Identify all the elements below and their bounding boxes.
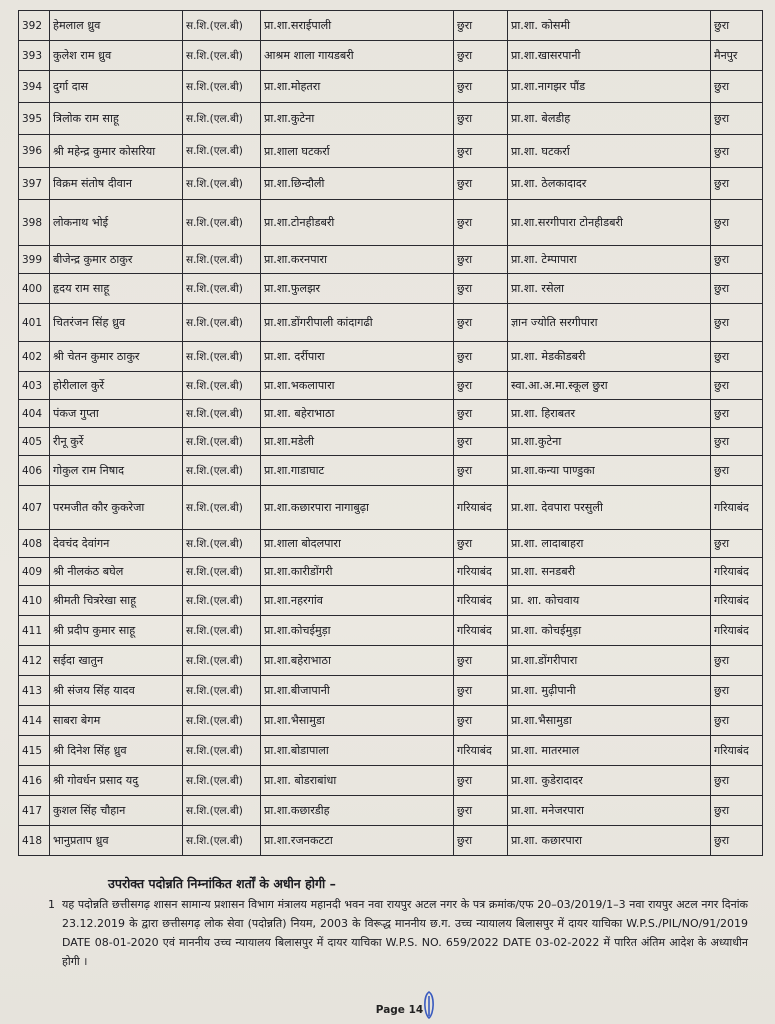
post-designation: स.शि.(एल.बी) — [183, 11, 261, 41]
current-school: प्रा.शा.कुटेना — [261, 103, 454, 135]
posted-block: छुरा — [711, 706, 763, 736]
post-designation: स.शि.(एल.बी) — [183, 736, 261, 766]
table-row — [19, 558, 763, 586]
employee-name: श्रीमती चित्ररेखा साहू — [50, 586, 183, 616]
serial-number: 409 — [19, 558, 50, 586]
employee-name: हृदय राम साहू — [50, 274, 183, 304]
current-block: छुरा — [454, 456, 508, 486]
current-block: छुरा — [454, 246, 508, 274]
current-school: प्रा.शा.छिन्दौली — [261, 168, 454, 200]
table-row — [19, 400, 763, 428]
post-designation: स.शि.(एल.बी) — [183, 558, 261, 586]
posted-school: प्रा. शा. कोचवाय — [508, 586, 711, 616]
table-row — [19, 103, 763, 135]
posted-school: प्रा.शा. घटकर्रा — [508, 135, 711, 168]
table-row — [19, 135, 763, 168]
current-block: गरियाबंद — [454, 486, 508, 530]
employee-name: रीनू कुर्रे — [50, 428, 183, 456]
posted-school: प्रा.शा.नागझर पौंड — [508, 71, 711, 103]
posted-school: प्रा.शा.कन्या पाण्डुका — [508, 456, 711, 486]
posted-block: छुरा — [711, 103, 763, 135]
serial-number: 417 — [19, 796, 50, 826]
current-block: गरियाबंद — [454, 616, 508, 646]
current-school: प्रा.शा.रजनकटटा — [261, 826, 454, 856]
table-row — [19, 826, 763, 856]
current-block: छुरा — [454, 71, 508, 103]
employee-name: श्री गोवर्धन प्रसाद यदु — [50, 766, 183, 796]
employee-name: श्री संजय सिंह यादव — [50, 676, 183, 706]
table-row — [19, 456, 763, 486]
current-block: छुरा — [454, 274, 508, 304]
posted-block: छुरा — [711, 400, 763, 428]
employee-name: परमजीत कौर कुकरेजा — [50, 486, 183, 530]
current-school: प्रा.शा. बोडराबांधा — [261, 766, 454, 796]
post-designation: स.शि.(एल.बी) — [183, 246, 261, 274]
employee-name: श्री दिनेश सिंह ध्रुव — [50, 736, 183, 766]
current-school: प्रा.शा.कछारपारा नागाबुढ़ा — [261, 486, 454, 530]
table-row — [19, 736, 763, 766]
post-designation: स.शि.(एल.बी) — [183, 706, 261, 736]
current-block: गरियाबंद — [454, 736, 508, 766]
posted-block: छुरा — [711, 274, 763, 304]
posted-block: छुरा — [711, 530, 763, 558]
posted-school: प्रा.शा. ठेलकादादर — [508, 168, 711, 200]
current-school: प्रा.शाला बोदलपारा — [261, 530, 454, 558]
table-row — [19, 646, 763, 676]
page-number: Page 14 — [375, 1004, 424, 1016]
table-row — [19, 11, 763, 41]
table-row — [19, 766, 763, 796]
current-school: प्रा.शा.टोनहीडबरी — [261, 200, 454, 246]
post-designation: स.शि.(एल.बी) — [183, 646, 261, 676]
serial-number: 414 — [19, 706, 50, 736]
serial-number: 395 — [19, 103, 50, 135]
posted-school: प्रा.शा.सरगीपारा टोनहीडबरी — [508, 200, 711, 246]
post-designation: स.शि.(एल.बी) — [183, 428, 261, 456]
table-row — [19, 304, 763, 342]
current-school: प्रा.शा.कोचईमुड़ा — [261, 616, 454, 646]
posted-block: छुरा — [711, 342, 763, 372]
posted-block: गरियाबंद — [711, 486, 763, 530]
post-designation: स.शि.(एल.बी) — [183, 400, 261, 428]
employee-name: गोकुल राम निषाद — [50, 456, 183, 486]
serial-number: 402 — [19, 342, 50, 372]
posted-school: प्रा.शा. बेलडीह — [508, 103, 711, 135]
table-row — [19, 274, 763, 304]
current-block: छुरा — [454, 135, 508, 168]
condition-number: 1 — [48, 898, 55, 911]
current-school: प्रा.शा.कछारडीह — [261, 796, 454, 826]
table-row — [19, 616, 763, 646]
employee-name: साबरा बेगम — [50, 706, 183, 736]
current-school: प्रा.शाला घटकर्रा — [261, 135, 454, 168]
post-designation: स.शि.(एल.बी) — [183, 342, 261, 372]
serial-number: 398 — [19, 200, 50, 246]
posted-block: छुरा — [711, 428, 763, 456]
current-school: प्रा.शा.मडेली — [261, 428, 454, 456]
serial-number: 413 — [19, 676, 50, 706]
conditions-section — [48, 874, 748, 971]
posted-school: प्रा.शा. कोचईमुड़ा — [508, 616, 711, 646]
current-block: छुरा — [454, 41, 508, 71]
current-school: प्रा.शा.नहरगांव — [261, 586, 454, 616]
post-designation: स.शि.(एल.बी) — [183, 616, 261, 646]
current-school: प्रा.शा.सराईपाली — [261, 11, 454, 41]
current-block: छुरा — [454, 676, 508, 706]
current-block: छुरा — [454, 168, 508, 200]
employee-name: विक्रम संतोष दीवान — [50, 168, 183, 200]
post-designation: स.शि.(एल.बी) — [183, 304, 261, 342]
posted-school: प्रा.शा.डोंगरीपारा — [508, 646, 711, 676]
posted-school: प्रा.शा. टेम्पापारा — [508, 246, 711, 274]
current-school: प्रा.शा.फुलझर — [261, 274, 454, 304]
current-block: छुरा — [454, 200, 508, 246]
posted-school: स्वा.आ.अ.मा.स्कूल छुरा — [508, 372, 711, 400]
post-designation: स.शि.(एल.बी) — [183, 372, 261, 400]
posted-block: छुरा — [711, 246, 763, 274]
current-block: छुरा — [454, 400, 508, 428]
posted-block: गरियाबंद — [711, 736, 763, 766]
posted-block: छुरा — [711, 71, 763, 103]
employee-name: पंकज गुप्ता — [50, 400, 183, 428]
table-row — [19, 796, 763, 826]
serial-number: 405 — [19, 428, 50, 456]
current-school: प्रा.शा.डोंगरीपाली कांदागढी — [261, 304, 454, 342]
current-block: छुरा — [454, 372, 508, 400]
current-block: छुरा — [454, 103, 508, 135]
employee-name: कुलेश राम ध्रुव — [50, 41, 183, 71]
table-row — [19, 530, 763, 558]
posted-school: प्रा.शा. लादाबाहरा — [508, 530, 711, 558]
posted-block: छुरा — [711, 646, 763, 676]
table-row — [19, 342, 763, 372]
table-row — [19, 71, 763, 103]
posted-block: छुरा — [711, 456, 763, 486]
post-designation: स.शि.(एल.बी) — [183, 766, 261, 796]
posted-block: छुरा — [711, 200, 763, 246]
serial-number: 394 — [19, 71, 50, 103]
current-block: छुरा — [454, 796, 508, 826]
current-block: छुरा — [454, 11, 508, 41]
table-row — [19, 372, 763, 400]
post-designation: स.शि.(एल.बी) — [183, 676, 261, 706]
current-block: छुरा — [454, 766, 508, 796]
post-designation: स.शि.(एल.बी) — [183, 274, 261, 304]
current-school: प्रा.शा. दर्रीपारा — [261, 342, 454, 372]
posted-school: प्रा.शा. मातरमाल — [508, 736, 711, 766]
serial-number: 411 — [19, 616, 50, 646]
posted-school: प्रा.शा. रसेला — [508, 274, 711, 304]
current-school: प्रा.शा.भकलापारा — [261, 372, 454, 400]
serial-number: 418 — [19, 826, 50, 856]
post-designation: स.शि.(एल.बी) — [183, 456, 261, 486]
posted-school: प्रा.शा.भैसामुडा — [508, 706, 711, 736]
post-designation: स.शि.(एल.बी) — [183, 586, 261, 616]
current-school: प्रा.शा. बहेराभाठा — [261, 400, 454, 428]
posted-block: छुरा — [711, 766, 763, 796]
serial-number: 415 — [19, 736, 50, 766]
post-designation: स.शि.(एल.बी) — [183, 796, 261, 826]
serial-number: 412 — [19, 646, 50, 676]
table-row — [19, 428, 763, 456]
employee-name: श्री नीलकंठ बघेल — [50, 558, 183, 586]
posted-block: छुरा — [711, 304, 763, 342]
posted-block: छुरा — [711, 372, 763, 400]
posted-school: प्रा.शा. कछारपारा — [508, 826, 711, 856]
conditions-heading: उपरोक्त पदोन्नति निम्नांकित शर्तों के अधीन होगी – — [108, 876, 336, 891]
posted-block: छुरा — [711, 796, 763, 826]
employee-name: बीजेन्द्र कुमार ठाकुर — [50, 246, 183, 274]
serial-number: 404 — [19, 400, 50, 428]
posted-block: छुरा — [711, 826, 763, 856]
table-row — [19, 168, 763, 200]
employee-name: लोकनाथ भोई — [50, 200, 183, 246]
employee-name: श्री चेतन कुमार ठाकुर — [50, 342, 183, 372]
current-school: प्रा.शा.भैसामुडा — [261, 706, 454, 736]
current-block: छुरा — [454, 304, 508, 342]
employee-name: होरीलाल कुर्रे — [50, 372, 183, 400]
post-designation: स.शि.(एल.बी) — [183, 168, 261, 200]
posted-block: छुरा — [711, 676, 763, 706]
post-designation: स.शि.(एल.बी) — [183, 530, 261, 558]
post-designation: स.शि.(एल.बी) — [183, 200, 261, 246]
current-school: प्रा.शा.बोडापाला — [261, 736, 454, 766]
posted-block: गरियाबंद — [711, 586, 763, 616]
current-block: छुरा — [454, 428, 508, 456]
current-school: प्रा.शा.बहेराभाठा — [261, 646, 454, 676]
current-school: प्रा.शा.करनपारा — [261, 246, 454, 274]
table-row — [19, 676, 763, 706]
page-footer — [0, 1004, 775, 1016]
serial-number: 400 — [19, 274, 50, 304]
employee-name: श्री महेन्द्र कुमार कोसरिया — [50, 135, 183, 168]
posted-school: प्रा.शा. मनेजरपारा — [508, 796, 711, 826]
post-designation: स.शि.(एल.बी) — [183, 41, 261, 71]
serial-number: 399 — [19, 246, 50, 274]
employee-name: चितरंजन सिंह ध्रुव — [50, 304, 183, 342]
table-body — [19, 11, 763, 856]
condition-item — [48, 895, 748, 971]
posted-school: प्रा.शा. देवपारा परसुली — [508, 486, 711, 530]
serial-number: 410 — [19, 586, 50, 616]
posted-school: प्रा.शा. मेडकीडबरी — [508, 342, 711, 372]
current-block: छुरा — [454, 646, 508, 676]
serial-number: 403 — [19, 372, 50, 400]
posted-block: छुरा — [711, 135, 763, 168]
table-row — [19, 486, 763, 530]
current-block: छुरा — [454, 342, 508, 372]
posted-block: गरियाबंद — [711, 558, 763, 586]
serial-number: 396 — [19, 135, 50, 168]
current-school: आश्रम शाला गायडबरी — [261, 41, 454, 71]
table-row — [19, 41, 763, 71]
posted-school: प्रा.शा. हिराबतर — [508, 400, 711, 428]
table-row — [19, 246, 763, 274]
current-school: प्रा.शा.मोहतरा — [261, 71, 454, 103]
current-block: छुरा — [454, 706, 508, 736]
posted-school: प्रा.शा. मुढ़ीपानी — [508, 676, 711, 706]
serial-number: 392 — [19, 11, 50, 41]
condition-text: यह पदोन्नति छत्तीसगढ़ शासन सामान्य प्रशासन विभाग मंत्रालय महानदी भवन नवा रायपुर अटल नगर के पत्र क्रमांक/एफ 20–03/2019/1–3 नवा रायपुर अटल नगर दिनांक 23.12.2019 के द्वारा छत्तीसगढ़ लोक सेवा (पदोन्नति) नियम, 2003 के विरूद्ध माननीय छ.ग. उच्च न्यायालय बिलासपुर में दायर याचिका W.P.S./PIL/NO/91/2019 DATE 08-01-2020 एवं माननीय उच्च न्यायालय बिलासपुर में दायर याचिका W.P.S. NO. 659/2022 DATE 03-02-2022 में पारित अंतिम आदेश के अध्याधीन होगी । — [62, 898, 748, 968]
current-school: प्रा.शा.गाडाघाट — [261, 456, 454, 486]
employee-name: कुशल सिंह चौहान — [50, 796, 183, 826]
table-row — [19, 706, 763, 736]
post-designation: स.शि.(एल.बी) — [183, 486, 261, 530]
posted-school: प्रा.शा. कोसमी — [508, 11, 711, 41]
post-designation: स.शि.(एल.बी) — [183, 826, 261, 856]
posted-school: प्रा.शा.कुटेना — [508, 428, 711, 456]
post-designation: स.शि.(एल.बी) — [183, 103, 261, 135]
current-block: गरियाबंद — [454, 558, 508, 586]
posted-block: गरियाबंद — [711, 616, 763, 646]
serial-number: 407 — [19, 486, 50, 530]
serial-number: 401 — [19, 304, 50, 342]
current-school: प्रा.शा.बीजापानी — [261, 676, 454, 706]
posted-block: छुरा — [711, 11, 763, 41]
employee-name: श्री प्रदीप कुमार साहू — [50, 616, 183, 646]
table-row — [19, 200, 763, 246]
promotion-table — [18, 10, 763, 856]
post-designation: स.शि.(एल.बी) — [183, 71, 261, 103]
current-school: प्रा.शा.कारीडोंगरी — [261, 558, 454, 586]
employee-name: हेमलाल ध्रुव — [50, 11, 183, 41]
posted-block: छुरा — [711, 168, 763, 200]
employee-name: त्रिलोक राम साहू — [50, 103, 183, 135]
serial-number: 393 — [19, 41, 50, 71]
employee-name: सईदा खातुन — [50, 646, 183, 676]
serial-number: 416 — [19, 766, 50, 796]
employee-name: देवचंद देवांगन — [50, 530, 183, 558]
post-designation: स.शि.(एल.बी) — [183, 135, 261, 168]
serial-number: 408 — [19, 530, 50, 558]
serial-number: 397 — [19, 168, 50, 200]
posted-school: प्रा.शा.खासरपानी — [508, 41, 711, 71]
current-block: गरियाबंद — [454, 586, 508, 616]
posted-school: ज्ञान ज्योति सरगीपारा — [508, 304, 711, 342]
employee-name: भानुप्रताप ध्रुव — [50, 826, 183, 856]
posted-school: प्रा.शा. कुडेरादादर — [508, 766, 711, 796]
posted-block: मैनपुर — [711, 41, 763, 71]
serial-number: 406 — [19, 456, 50, 486]
posted-school: प्रा.शा. सनडबरी — [508, 558, 711, 586]
employee-name: दुर्गा दास — [50, 71, 183, 103]
table-row — [19, 586, 763, 616]
current-block: छुरा — [454, 826, 508, 856]
current-block: छुरा — [454, 530, 508, 558]
